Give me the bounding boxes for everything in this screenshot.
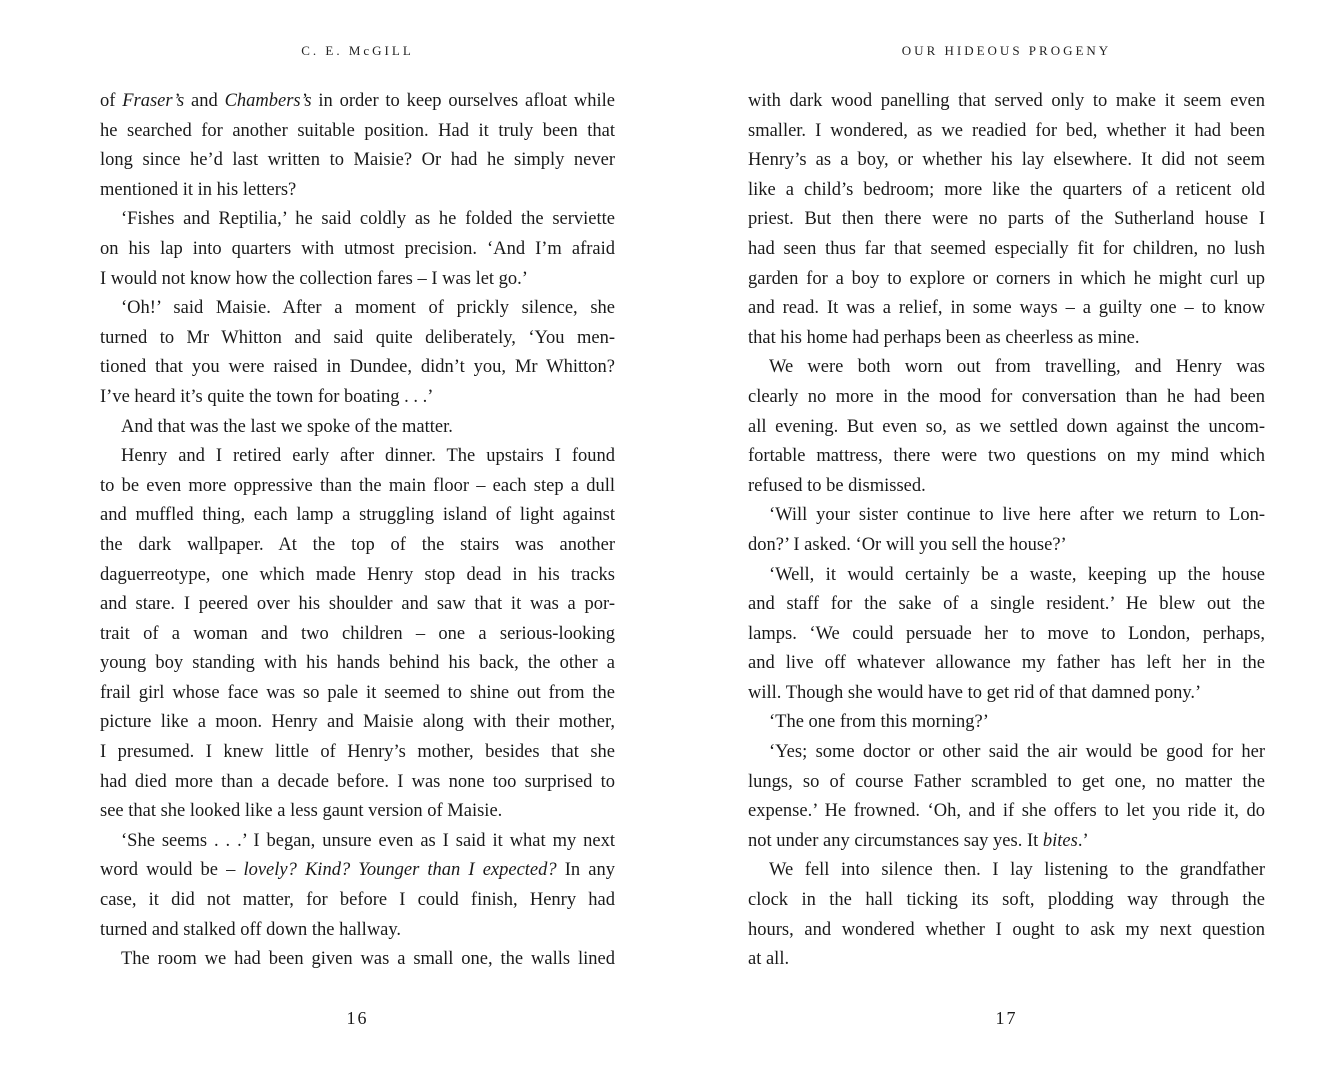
text-line (100, 383, 615, 413)
text-line (748, 738, 1265, 768)
text-segment: and stare. I peered over his shoulder and saw that it was a por- (100, 594, 615, 615)
text-segment: clearly no more in the mood for conversation than he had been (748, 386, 1265, 407)
text-segment: Henry and I retired early after dinner. The upstairs I found (121, 446, 615, 467)
body-text (100, 87, 615, 975)
text-line (748, 945, 1265, 975)
text-segment: smaller. I wondered, as we readied for bed, whether it had been (748, 120, 1265, 141)
text-line (100, 205, 615, 235)
text-line (748, 294, 1265, 324)
text-segment: trait of a woman and two children – one a serious-looking (100, 623, 615, 644)
italic-text: lovely? Kind? Younger than I expected? (243, 860, 557, 881)
text-segment: the dark wallpaper. At the top of the stairs was another (100, 534, 615, 555)
text-line (100, 916, 615, 946)
text-line (748, 679, 1265, 709)
text-segment: priest. But then there were no parts of the Sutherland house I (748, 209, 1265, 230)
text-segment: all evening. But even so, as we settled down against the uncom- (748, 416, 1265, 437)
text-segment: The room we had been given was a small one, the walls lined (121, 949, 615, 970)
text-line (100, 738, 615, 768)
text-segment: and read. It was a relief, in some ways – a guilty one – to know (748, 298, 1265, 319)
text-segment: young boy standing with his hands behind his back, the other a (100, 653, 615, 674)
text-line (100, 945, 615, 975)
text-line (100, 146, 615, 176)
text-segment: ‘She seems . . .’ I began, unsure even as I said it what my next (121, 830, 615, 851)
text-line (100, 87, 615, 117)
text-line (748, 561, 1265, 591)
text-line (748, 117, 1265, 147)
text-line (100, 649, 615, 679)
text-segment: frail girl whose face was so pale it seemed to shine out from the (100, 682, 615, 703)
text-segment: with dark wood panelling that served only to make it seem even (748, 91, 1265, 111)
text-line (100, 561, 615, 591)
text-segment: expense.’ He frowned. ‘Oh, and if she offers to let you ride it, do (748, 801, 1265, 822)
text-line (100, 117, 615, 147)
text-line (748, 768, 1265, 798)
text-line (748, 886, 1265, 916)
text-segment: tioned that you were raised in Dundee, didn’t you, Mr Whitton? (100, 357, 615, 378)
text-segment: turned to Mr Whitton and said quite deliberately, ‘You men- (100, 327, 615, 348)
text-segment: lamps. ‘We could persuade her to move to London, perhaps, (748, 623, 1265, 644)
page-number: 17 (995, 1008, 1018, 1028)
text-segment: like a child’s bedroom; more like the quarters of a reticent old (748, 179, 1265, 200)
text-line (748, 324, 1265, 354)
italic-text: Fraser’s (122, 91, 185, 111)
text-segment: to be even more oppressive than the main floor – each step a dull (100, 475, 615, 496)
text-line (748, 531, 1265, 561)
text-segment: not under any circumstances say yes. It (748, 830, 1043, 851)
text-segment: lungs, so of course Father scrambled to get one, no matter the (748, 771, 1265, 792)
right-page (671, 0, 1342, 1080)
text-segment: had died more than a decade before. I was none too surprised to (100, 771, 615, 792)
text-segment: had seen thus far that seemed especially fit for children, no lush (748, 238, 1265, 259)
text-segment: and muffled thing, each lamp a struggling island of light against (100, 505, 615, 526)
text-line (748, 708, 1265, 738)
text-line (748, 472, 1265, 502)
text-line (100, 679, 615, 709)
text-segment: ‘Fishes and Reptilia,’ he said coldly as he folded the serviette (121, 209, 615, 230)
text-line (748, 146, 1265, 176)
text-segment: and staff for the sake of a single resident.’ He blew out the (748, 594, 1265, 615)
text-segment: he searched for another suitable position. Had it truly been that (100, 120, 615, 141)
text-segment: at all. (748, 949, 790, 970)
text-line (748, 501, 1265, 531)
text-segment: hours, and wondered whether I ought to ask my next question (748, 919, 1265, 940)
text-line (100, 265, 615, 295)
text-line (100, 797, 615, 827)
text-line (100, 501, 615, 531)
text-line (748, 353, 1265, 383)
text-segment: ‘Oh!’ said Maisie. After a moment of prickly silence, she (121, 298, 615, 319)
text-segment: daguerreotype, one which made Henry stop dead in his tracks (100, 564, 615, 585)
text-segment: long since he’d last written to Maisie? Or had he simply never (100, 150, 615, 171)
text-line (748, 383, 1265, 413)
text-segment: case, it did not matter, for before I could finish, Henry had (100, 890, 615, 911)
text-line (100, 324, 615, 354)
text-line (748, 856, 1265, 886)
text-line (100, 442, 615, 472)
text-line (748, 442, 1265, 472)
text-segment: clock in the hall ticking its soft, plodding way through the (748, 890, 1265, 911)
text-line (748, 413, 1265, 443)
text-line (748, 205, 1265, 235)
text-segment: I presumed. I knew little of Henry’s mother, besides that she (100, 742, 615, 763)
text-line (748, 265, 1265, 295)
running-head-author: C. E. McGILL (301, 43, 414, 58)
text-line (748, 827, 1265, 857)
text-line (748, 916, 1265, 946)
text-segment: word would be – (100, 860, 244, 881)
text-line (100, 531, 615, 561)
text-line (100, 768, 615, 798)
text-line (748, 235, 1265, 265)
text-segment: We were both worn out from travelling, and Henry was (769, 357, 1265, 378)
text-line (748, 87, 1265, 117)
text-segment: don?’ I asked. ‘Or will you sell the house?’ (748, 534, 1067, 555)
text-segment: turned and stalked off down the hallway. (100, 919, 402, 940)
text-line (100, 590, 615, 620)
text-segment: and live off whatever allowance my father has left her in the (748, 653, 1265, 674)
text-segment: I would not know how the collection fares – I was let go.’ (100, 268, 528, 289)
text-segment: refused to be dismissed. (748, 475, 926, 496)
text-segment: We fell into silence then. I lay listening to the grandfather (769, 860, 1265, 881)
text-segment: picture like a moon. Henry and Maisie along with their mother, (100, 712, 615, 733)
text-segment: will. Though she would have to get rid of that damned pony.’ (748, 682, 1202, 703)
text-line (100, 413, 615, 443)
body-text (748, 87, 1265, 975)
text-segment: garden for a boy to explore or corners in which he might curl up (748, 268, 1265, 289)
italic-text: Chambers’s (224, 91, 312, 111)
page-number: 16 (346, 1008, 369, 1028)
text-segment: see that she looked like a less gaunt version of Maisie. (100, 801, 503, 822)
text-line (748, 797, 1265, 827)
text-line (100, 827, 615, 857)
text-line (748, 176, 1265, 206)
text-line (100, 176, 615, 206)
running-head-title: OUR HIDEOUS PROGENY (901, 43, 1112, 58)
text-segment: And that was the last we spoke of the matter. (121, 416, 453, 437)
text-segment: ‘Will your sister continue to live here after we return to Lon- (769, 505, 1265, 526)
text-segment: and (184, 91, 225, 111)
text-segment: of (100, 91, 123, 111)
text-segment: ‘The one from this morning?’ (769, 712, 989, 733)
text-line (748, 649, 1265, 679)
text-segment: that his home had perhaps been as cheerless as mine. (748, 327, 1140, 348)
text-segment: mentioned it in his letters? (100, 179, 297, 200)
text-line (748, 590, 1265, 620)
text-segment: ‘Yes; some doctor or other said the air would be good for her (769, 742, 1265, 763)
text-segment: In any (556, 860, 615, 881)
text-segment: ‘Well, it would certainly be a waste, keeping up the house (769, 564, 1265, 585)
italic-text: bites (1042, 830, 1078, 851)
text-line (100, 620, 615, 650)
text-segment: on his lap into quarters with utmost precision. ‘And I’m afraid (100, 238, 615, 259)
text-line (100, 235, 615, 265)
text-line (100, 472, 615, 502)
text-line (100, 294, 615, 324)
text-segment: Henry’s as a boy, or whether his lay elsewhere. It did not seem (748, 150, 1265, 171)
text-line (100, 856, 615, 886)
text-segment: I’ve heard it’s quite the town for boating . . .’ (100, 386, 434, 407)
text-segment: fortable mattress, there were two questions on my mind which (748, 446, 1265, 467)
text-line (100, 353, 615, 383)
text-segment: .’ (1077, 830, 1089, 851)
text-line (100, 886, 615, 916)
text-segment: in order to keep ourselves afloat while (311, 91, 615, 111)
text-line (100, 708, 615, 738)
text-line (748, 620, 1265, 650)
